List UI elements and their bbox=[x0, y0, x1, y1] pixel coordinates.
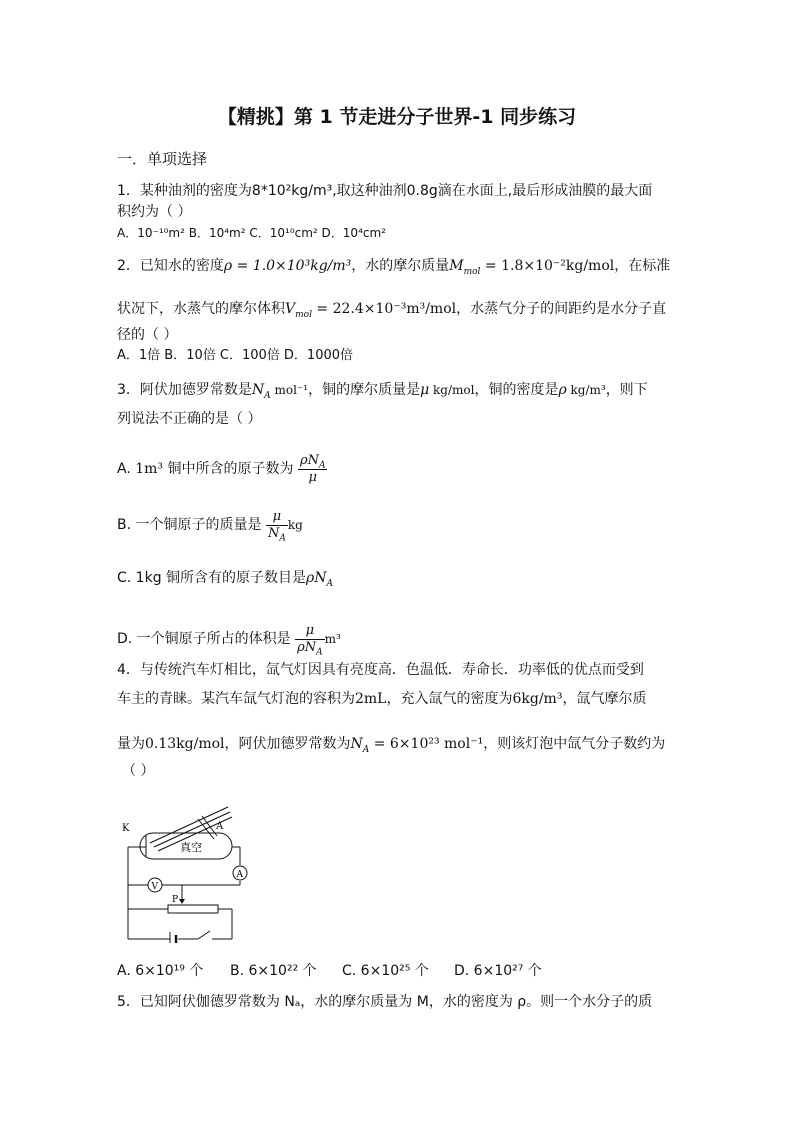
q4-line1: 4．与传统汽车灯相比，氙气灯因具有亮度高．色温低．寿命长．功率低的优点而受到 bbox=[117, 662, 644, 678]
q2-volume-value: = 22.4×10⁻³m³/mol bbox=[311, 301, 457, 317]
q2-molar-mass-symbol: M bbox=[449, 258, 464, 274]
q2-options: A．1倍 B．10倍 C．100倍 D．1000倍 bbox=[117, 348, 354, 363]
q3-option-a-fraction: $\frac{\rho N_A}{\mu}$ bbox=[299, 452, 326, 485]
q3-option-b-fraction: $\frac{\mu}{N_A}$ bbox=[267, 508, 286, 544]
q3-line1: 3．阿伏加德罗常数是$N_A$ mol⁻¹，铜的摩尔质量是μ kg/mol，铜的密度是ρ kg/m³，则下 bbox=[117, 382, 648, 401]
q1-line2: 积约为（ ） bbox=[117, 204, 192, 220]
q2-line2: 状况下，水蒸气的摩尔体积$V_{mol} = 22.4\times 10^{-3}m^3/mol$，水蒸气分子的间距约是水分子直 bbox=[117, 301, 667, 320]
q4-option-b: B. 6×10²² 个 bbox=[230, 963, 317, 979]
q4-option-c: C. 6×10²⁵ 个 bbox=[342, 963, 429, 979]
q1-line1: 1．某种油剂的密度为8*10²kg/m³,取这种油剂0.8g滴在水面上,最后形成油膜的最大面 bbox=[117, 183, 653, 199]
q2-molar-mass-value: = 1.8×10⁻²kg/mol bbox=[480, 258, 615, 274]
svg-text:P: P bbox=[172, 895, 179, 905]
q2-density-formula: ρ = 1.0×10³kg/m³ bbox=[223, 258, 352, 274]
svg-text:A: A bbox=[236, 870, 243, 880]
section-heading: 一．单项选择 bbox=[117, 150, 208, 168]
q4-line2: 车主的青睐。某汽车氙气灯泡的容积为2mL，充入氙气的密度为6kg/m³，氙气摩尔质 bbox=[117, 691, 647, 707]
q3-option-b: B. 一个铜原子的质量是 $\frac{\mu}{N_A}$ kg bbox=[117, 508, 303, 544]
svg-text:K: K bbox=[122, 823, 130, 834]
svg-text:A: A bbox=[216, 821, 224, 832]
circuit-diagram bbox=[118, 803, 248, 943]
q5-line1: 5．已知阿伏伽德罗常数为 Nₐ，水的摩尔质量为 M，水的密度为 ρ。则一个水分子的质 bbox=[117, 994, 653, 1010]
q1-options: A．10⁻¹⁰m² B．10⁴m² C．10¹⁰cm² D．10⁴cm² bbox=[117, 226, 386, 240]
q2-line3: 径的（ ） bbox=[117, 327, 178, 343]
page-title: 【精挑】第 1 节走进分子世界-1 同步练习 bbox=[217, 106, 577, 128]
q2-line1: 2．已知水的密度ρ = 1.0×10³kg/m³，水的摩尔质量$M_{mol} = 1.8\times 10^{-2}kg/mol$，在标准 bbox=[117, 258, 671, 277]
q4-option-a: A. 6×10¹⁹ 个 bbox=[117, 963, 204, 979]
q3-option-c: C. 1kg 铜所含有的原子数目是$\rho N_A$ bbox=[117, 570, 334, 589]
q4-option-d: D. 6×10²⁷ 个 bbox=[454, 963, 542, 979]
q3-option-a: A. 1m³ 铜中所含的原子数为 $\frac{\rho N_A}{\mu}$ bbox=[117, 452, 326, 485]
q3-option-d-fraction: $\frac{\mu}{\rho N_A}$ bbox=[297, 622, 323, 658]
q4-line3: 量为0.13kg/mol，阿伏加德罗常数为$N_A = 6\times 10^{23}$ mol⁻¹，则该灯泡中氙气分子数约为 bbox=[117, 736, 666, 755]
q3-line2: 列说法不正确的是（ ） bbox=[117, 411, 262, 427]
q2-volume-symbol: V bbox=[285, 301, 296, 317]
q4-paren: （ ） bbox=[122, 763, 155, 779]
svg-text:真空: 真空 bbox=[180, 841, 202, 854]
q3-option-d: D. 一个铜原子所占的体积是 $\frac{\mu}{\rho N_A}$ m³ bbox=[117, 622, 341, 658]
svg-text:V: V bbox=[151, 882, 158, 892]
